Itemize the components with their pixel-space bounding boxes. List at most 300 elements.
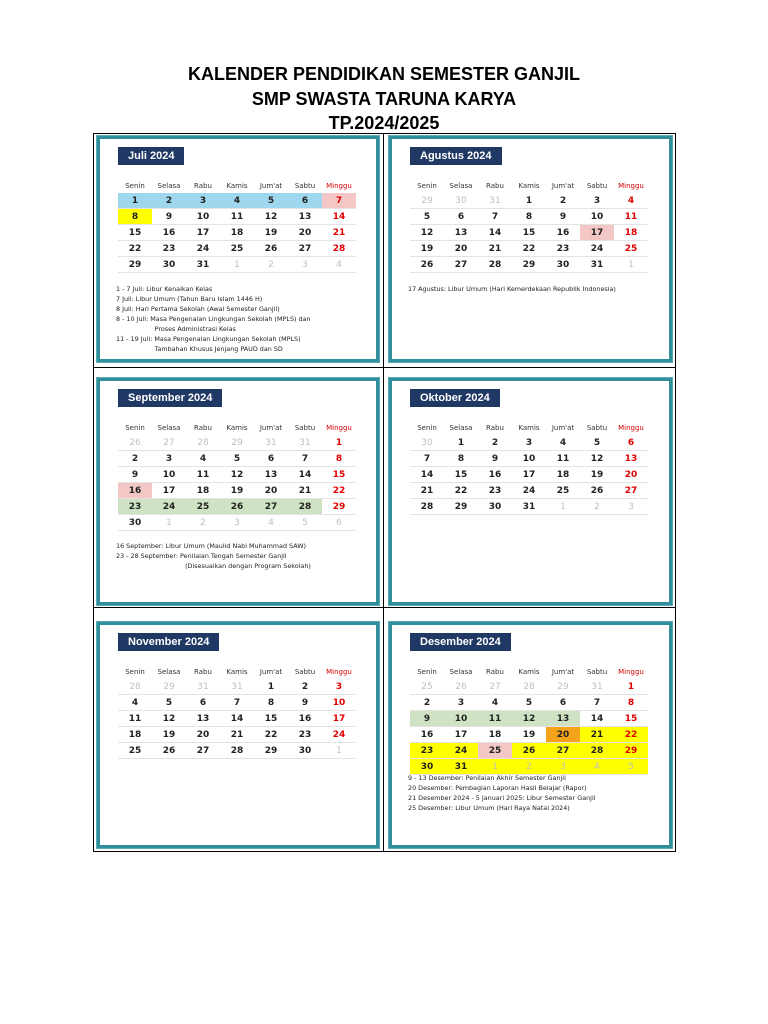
day-cell: 29 bbox=[322, 499, 356, 515]
day-cell: 12 bbox=[254, 209, 288, 225]
day-cell: 5 bbox=[152, 695, 186, 711]
day-cell: 26 bbox=[444, 679, 478, 695]
day-cell: 12 bbox=[220, 467, 254, 483]
day-cell: 30 bbox=[444, 193, 478, 209]
day-cell: 13 bbox=[546, 711, 580, 727]
day-cell: 24 bbox=[186, 241, 220, 257]
day-cell: 26 bbox=[410, 257, 444, 273]
note-line: Proses Administrasi Kelas bbox=[116, 325, 236, 333]
note-line: 21 Desember 2024 - 5 Januari 2025: Libur Semester Ganjil bbox=[408, 794, 596, 802]
week-row bbox=[118, 241, 356, 257]
weekday-header: Sabtu bbox=[294, 668, 316, 676]
weekday-header: Kamis bbox=[518, 424, 540, 432]
day-cell: 23 bbox=[478, 483, 512, 499]
day-cell: 1 bbox=[614, 257, 648, 273]
day-cell: 24 bbox=[512, 483, 546, 499]
weekday-header: Selasa bbox=[157, 182, 181, 190]
note-line: 8 Juli: Hari Pertama Sekolah (Awal Semester Ganjil) bbox=[116, 305, 280, 313]
week-row bbox=[118, 679, 356, 695]
day-cell: 23 bbox=[288, 727, 322, 743]
day-cell: 9 bbox=[288, 695, 322, 711]
note-line: 16 September: Libur Umum (Maulid Nabi Muhammad SAW) bbox=[116, 542, 307, 550]
weekday-header: Kamis bbox=[226, 182, 248, 190]
day-cell: 1 bbox=[478, 759, 512, 775]
day-cell: 15 bbox=[322, 467, 356, 483]
day-cell: 14 bbox=[580, 711, 614, 727]
week-row bbox=[410, 209, 648, 225]
weekday-header: Kamis bbox=[518, 182, 540, 190]
day-cell: 21 bbox=[288, 483, 322, 499]
day-cell: 10 bbox=[444, 711, 478, 727]
weekday-header: Selasa bbox=[449, 668, 473, 676]
day-cell: 14 bbox=[410, 467, 444, 483]
day-cell: 11 bbox=[186, 467, 220, 483]
month-card bbox=[389, 378, 672, 605]
day-cell: 31 bbox=[186, 257, 220, 273]
note-line: 7 Juli: Libur Umum (Tahun Baru Islam 1446 H) bbox=[116, 295, 263, 303]
day-cell: 6 bbox=[322, 515, 356, 531]
weekday-header: Minggu bbox=[326, 424, 352, 432]
day-cell: 22 bbox=[322, 483, 356, 499]
day-cell: 8 bbox=[254, 695, 288, 711]
day-cell: 25 bbox=[546, 483, 580, 499]
weekday-header: Kamis bbox=[226, 668, 248, 676]
week-row bbox=[118, 695, 356, 711]
day-cell: 5 bbox=[220, 451, 254, 467]
day-cell: 8 bbox=[444, 451, 478, 467]
day-cell: 6 bbox=[444, 209, 478, 225]
document-title-line-1: KALENDER PENDIDIKAN SEMESTER GANJIL bbox=[187, 64, 581, 84]
weekday-header: Selasa bbox=[449, 182, 473, 190]
day-cell: 11 bbox=[614, 209, 648, 225]
day-cell: 26 bbox=[580, 483, 614, 499]
weekday-header: Jum'at bbox=[551, 182, 575, 190]
day-cell: 13 bbox=[186, 711, 220, 727]
day-cell: 27 bbox=[478, 679, 512, 695]
month-table bbox=[410, 421, 648, 515]
day-cell: 10 bbox=[152, 467, 186, 483]
day-cell: 2 bbox=[478, 435, 512, 451]
day-cell: 3 bbox=[220, 515, 254, 531]
week-row bbox=[118, 711, 356, 727]
day-cell: 26 bbox=[152, 743, 186, 759]
day-cell: 12 bbox=[512, 711, 546, 727]
day-cell: 28 bbox=[478, 257, 512, 273]
day-cell: 28 bbox=[580, 743, 614, 759]
day-cell: 8 bbox=[512, 209, 546, 225]
day-cell: 23 bbox=[152, 241, 186, 257]
document-title-line-2: SMP SWASTA TARUNA KARYA bbox=[251, 89, 517, 109]
day-cell: 29 bbox=[220, 435, 254, 451]
day-cell: 1 bbox=[546, 499, 580, 515]
week-row bbox=[118, 499, 356, 515]
weekday-header: Selasa bbox=[449, 424, 473, 432]
day-cell: 31 bbox=[254, 435, 288, 451]
day-cell: 9 bbox=[152, 209, 186, 225]
day-cell: 17 bbox=[512, 467, 546, 483]
day-cell: 2 bbox=[410, 695, 444, 711]
day-cell: 31 bbox=[220, 679, 254, 695]
weekday-header: Rabu bbox=[486, 182, 504, 190]
week-row bbox=[410, 743, 648, 759]
day-cell: 12 bbox=[152, 711, 186, 727]
day-cell: 30 bbox=[410, 435, 444, 451]
day-cell: 7 bbox=[580, 695, 614, 711]
month-card bbox=[97, 378, 379, 605]
day-cell: 1 bbox=[220, 257, 254, 273]
day-cell: 5 bbox=[254, 193, 288, 209]
day-cell: 25 bbox=[118, 743, 152, 759]
weekday-header: Senin bbox=[125, 424, 145, 432]
week-row bbox=[118, 483, 356, 499]
week-row bbox=[410, 727, 648, 743]
day-cell: 11 bbox=[118, 711, 152, 727]
day-cell: 28 bbox=[410, 499, 444, 515]
day-cell: 13 bbox=[254, 467, 288, 483]
day-cell: 4 bbox=[118, 695, 152, 711]
day-cell: 24 bbox=[580, 241, 614, 257]
day-cell: 8 bbox=[118, 209, 152, 225]
day-cell: 6 bbox=[288, 193, 322, 209]
day-cell: 19 bbox=[254, 225, 288, 241]
day-cell: 15 bbox=[254, 711, 288, 727]
day-cell: 21 bbox=[322, 225, 356, 241]
weekday-header: Sabtu bbox=[586, 182, 608, 190]
day-cell: 27 bbox=[444, 257, 478, 273]
day-cell: 14 bbox=[478, 225, 512, 241]
weekday-header: Kamis bbox=[518, 668, 540, 676]
day-cell: 29 bbox=[118, 257, 152, 273]
week-row bbox=[410, 193, 648, 209]
weekday-header: Minggu bbox=[618, 424, 644, 432]
weekday-header: Sabtu bbox=[294, 424, 316, 432]
day-cell: 4 bbox=[478, 695, 512, 711]
week-row bbox=[410, 225, 648, 241]
day-cell: 28 bbox=[288, 499, 322, 515]
day-cell: 15 bbox=[614, 711, 648, 727]
day-cell: 18 bbox=[478, 727, 512, 743]
day-cell: 16 bbox=[288, 711, 322, 727]
day-cell: 3 bbox=[546, 759, 580, 775]
day-cell: 13 bbox=[288, 209, 322, 225]
day-cell: 29 bbox=[152, 679, 186, 695]
weekday-header: Jum'at bbox=[551, 668, 575, 676]
day-cell: 2 bbox=[118, 451, 152, 467]
day-cell: 1 bbox=[118, 193, 152, 209]
week-row bbox=[410, 451, 648, 467]
month-table bbox=[410, 665, 648, 775]
month-notes bbox=[408, 773, 596, 813]
day-cell: 14 bbox=[322, 209, 356, 225]
day-cell: 9 bbox=[410, 711, 444, 727]
month-table bbox=[118, 421, 356, 531]
day-cell: 12 bbox=[410, 225, 444, 241]
day-cell: 18 bbox=[220, 225, 254, 241]
day-cell: 21 bbox=[580, 727, 614, 743]
day-cell: 3 bbox=[288, 257, 322, 273]
weekday-header: Minggu bbox=[326, 668, 352, 676]
day-cell: 31 bbox=[444, 759, 478, 775]
day-cell: 20 bbox=[288, 225, 322, 241]
day-cell: 3 bbox=[614, 499, 648, 515]
day-cell: 9 bbox=[478, 451, 512, 467]
day-cell: 16 bbox=[118, 483, 152, 499]
weekday-header: Kamis bbox=[226, 424, 248, 432]
day-cell: 3 bbox=[580, 193, 614, 209]
day-cell: 21 bbox=[410, 483, 444, 499]
day-cell: 19 bbox=[220, 483, 254, 499]
month-table bbox=[118, 665, 356, 759]
month-notes bbox=[116, 541, 311, 571]
weekday-header: Senin bbox=[125, 668, 145, 676]
day-cell: 2 bbox=[546, 193, 580, 209]
day-cell: 1 bbox=[512, 193, 546, 209]
day-cell: 4 bbox=[220, 193, 254, 209]
day-cell: 19 bbox=[580, 467, 614, 483]
weekday-header: Senin bbox=[417, 424, 437, 432]
day-cell: 2 bbox=[186, 515, 220, 531]
day-cell: 4 bbox=[254, 515, 288, 531]
week-row bbox=[410, 679, 648, 695]
month-card bbox=[97, 136, 379, 362]
weekday-header: Minggu bbox=[618, 668, 644, 676]
month-title: Desember 2024 bbox=[410, 633, 511, 651]
day-cell: 27 bbox=[186, 743, 220, 759]
day-cell: 16 bbox=[478, 467, 512, 483]
day-cell: 17 bbox=[152, 483, 186, 499]
day-cell: 27 bbox=[288, 241, 322, 257]
weekday-header: Rabu bbox=[194, 182, 212, 190]
day-cell: 29 bbox=[614, 743, 648, 759]
day-cell: 25 bbox=[478, 743, 512, 759]
day-cell: 19 bbox=[152, 727, 186, 743]
week-row bbox=[118, 225, 356, 241]
day-cell: 27 bbox=[614, 483, 648, 499]
day-cell: 5 bbox=[410, 209, 444, 225]
day-cell: 2 bbox=[512, 759, 546, 775]
day-cell: 30 bbox=[546, 257, 580, 273]
week-row bbox=[118, 515, 356, 531]
note-line: 17 Agustus: Libur Umum (Hari Kemerdekaan Republik Indonesia) bbox=[408, 285, 616, 293]
weekday-header: Senin bbox=[417, 182, 437, 190]
day-cell: 13 bbox=[444, 225, 478, 241]
day-cell: 23 bbox=[118, 499, 152, 515]
week-row bbox=[410, 711, 648, 727]
day-cell: 7 bbox=[478, 209, 512, 225]
day-cell: 10 bbox=[186, 209, 220, 225]
day-cell: 30 bbox=[152, 257, 186, 273]
day-cell: 15 bbox=[512, 225, 546, 241]
weekday-header: Rabu bbox=[194, 424, 212, 432]
weekday-header: Jum'at bbox=[551, 424, 575, 432]
day-cell: 5 bbox=[288, 515, 322, 531]
day-cell: 17 bbox=[444, 727, 478, 743]
day-cell: 26 bbox=[220, 499, 254, 515]
day-cell: 20 bbox=[614, 467, 648, 483]
day-cell: 26 bbox=[512, 743, 546, 759]
week-row bbox=[118, 743, 356, 759]
day-cell: 7 bbox=[220, 695, 254, 711]
day-cell: 20 bbox=[444, 241, 478, 257]
day-cell: 10 bbox=[512, 451, 546, 467]
day-cell: 28 bbox=[322, 241, 356, 257]
day-cell: 4 bbox=[580, 759, 614, 775]
day-cell: 31 bbox=[512, 499, 546, 515]
day-cell: 28 bbox=[118, 679, 152, 695]
week-row bbox=[410, 435, 648, 451]
day-cell: 24 bbox=[444, 743, 478, 759]
month-table bbox=[118, 179, 356, 273]
day-cell: 1 bbox=[322, 435, 356, 451]
day-cell: 1 bbox=[322, 743, 356, 759]
day-cell: 15 bbox=[118, 225, 152, 241]
weekday-header: Rabu bbox=[486, 424, 504, 432]
day-cell: 22 bbox=[254, 727, 288, 743]
day-cell: 10 bbox=[580, 209, 614, 225]
day-cell: 28 bbox=[186, 435, 220, 451]
day-cell: 30 bbox=[288, 743, 322, 759]
note-line: 8 - 10 Juli: Masa Pengenalan Lingkungan Sekolah (MPLS) dan bbox=[116, 315, 311, 323]
day-cell: 21 bbox=[478, 241, 512, 257]
day-cell: 17 bbox=[580, 225, 614, 241]
day-cell: 31 bbox=[186, 679, 220, 695]
day-cell: 23 bbox=[410, 743, 444, 759]
day-cell: 27 bbox=[254, 499, 288, 515]
month-card bbox=[97, 622, 379, 848]
day-cell: 1 bbox=[254, 679, 288, 695]
day-cell: 18 bbox=[546, 467, 580, 483]
month-table bbox=[410, 179, 648, 273]
day-cell: 23 bbox=[546, 241, 580, 257]
day-cell: 31 bbox=[478, 193, 512, 209]
weekday-header: Jum'at bbox=[259, 668, 283, 676]
day-cell: 3 bbox=[322, 679, 356, 695]
day-cell: 22 bbox=[614, 727, 648, 743]
day-cell: 6 bbox=[186, 695, 220, 711]
day-cell: 5 bbox=[614, 759, 648, 775]
day-cell: 5 bbox=[512, 695, 546, 711]
note-line: 1 - 7 Juli: Libur Kenaikan Kelas bbox=[116, 285, 213, 293]
weekday-header: Rabu bbox=[486, 668, 504, 676]
day-cell: 29 bbox=[254, 743, 288, 759]
day-cell: 4 bbox=[186, 451, 220, 467]
day-cell: 29 bbox=[410, 193, 444, 209]
day-cell: 14 bbox=[220, 711, 254, 727]
note-line: 20 Desember: Pembagian Laporan Hasil Belajar (Rapor) bbox=[408, 784, 587, 792]
day-cell: 30 bbox=[410, 759, 444, 775]
note-line: 25 Desember: Libur Umum (Hari Raya Natal 2024) bbox=[408, 804, 570, 812]
day-cell: 17 bbox=[322, 711, 356, 727]
week-row bbox=[410, 241, 648, 257]
note-line: 11 - 19 Juli: Masa Pengenalan Lingkungan Sekolah (MPLS) bbox=[116, 335, 301, 343]
weekday-header: Sabtu bbox=[586, 424, 608, 432]
day-cell: 1 bbox=[444, 435, 478, 451]
day-cell: 16 bbox=[152, 225, 186, 241]
day-cell: 5 bbox=[580, 435, 614, 451]
weekday-header: Senin bbox=[417, 668, 437, 676]
day-cell: 19 bbox=[410, 241, 444, 257]
week-row bbox=[118, 727, 356, 743]
day-cell: 27 bbox=[546, 743, 580, 759]
day-cell: 3 bbox=[186, 193, 220, 209]
week-row bbox=[410, 257, 648, 273]
day-cell: 22 bbox=[118, 241, 152, 257]
day-cell: 13 bbox=[614, 451, 648, 467]
document-title-line-3: TP.2024/2025 bbox=[328, 113, 440, 133]
week-row bbox=[118, 451, 356, 467]
day-cell: 31 bbox=[580, 679, 614, 695]
weekday-header: Jum'at bbox=[259, 424, 283, 432]
note-line: (Disesuaikan dengan Program Sekolah) bbox=[116, 562, 311, 570]
weekday-header: Rabu bbox=[194, 668, 212, 676]
day-cell: 18 bbox=[186, 483, 220, 499]
day-cell: 1 bbox=[152, 515, 186, 531]
month-title: Juli 2024 bbox=[118, 147, 184, 165]
month-card bbox=[389, 136, 672, 362]
day-cell: 7 bbox=[322, 193, 356, 209]
week-row bbox=[118, 193, 356, 209]
day-cell: 31 bbox=[580, 257, 614, 273]
week-row bbox=[118, 435, 356, 451]
weekday-header: Sabtu bbox=[586, 668, 608, 676]
day-cell: 10 bbox=[322, 695, 356, 711]
day-cell: 22 bbox=[444, 483, 478, 499]
day-cell: 22 bbox=[512, 241, 546, 257]
day-cell: 12 bbox=[580, 451, 614, 467]
day-cell: 3 bbox=[512, 435, 546, 451]
day-cell: 27 bbox=[152, 435, 186, 451]
day-cell: 8 bbox=[614, 695, 648, 711]
day-cell: 14 bbox=[288, 467, 322, 483]
day-cell: 4 bbox=[546, 435, 580, 451]
day-cell: 3 bbox=[152, 451, 186, 467]
week-row bbox=[410, 467, 648, 483]
day-cell: 6 bbox=[614, 435, 648, 451]
weekday-header: Senin bbox=[125, 182, 145, 190]
day-cell: 30 bbox=[118, 515, 152, 531]
day-cell: 11 bbox=[478, 711, 512, 727]
week-row bbox=[118, 209, 356, 225]
day-cell: 26 bbox=[254, 241, 288, 257]
day-cell: 6 bbox=[546, 695, 580, 711]
day-cell: 3 bbox=[444, 695, 478, 711]
day-cell: 24 bbox=[152, 499, 186, 515]
day-cell: 2 bbox=[288, 679, 322, 695]
day-cell: 29 bbox=[444, 499, 478, 515]
week-row bbox=[118, 257, 356, 273]
week-row bbox=[118, 467, 356, 483]
day-cell: 29 bbox=[546, 679, 580, 695]
day-cell: 15 bbox=[444, 467, 478, 483]
day-cell: 18 bbox=[614, 225, 648, 241]
month-title: September 2024 bbox=[118, 389, 222, 407]
day-cell: 31 bbox=[288, 435, 322, 451]
day-cell: 30 bbox=[478, 499, 512, 515]
weekday-header: Selasa bbox=[157, 424, 181, 432]
day-cell: 6 bbox=[254, 451, 288, 467]
day-cell: 2 bbox=[152, 193, 186, 209]
month-card bbox=[389, 622, 672, 848]
day-cell: 28 bbox=[512, 679, 546, 695]
grid-divider bbox=[383, 134, 384, 851]
day-cell: 11 bbox=[220, 209, 254, 225]
day-cell: 7 bbox=[288, 451, 322, 467]
day-cell: 19 bbox=[512, 727, 546, 743]
day-cell: 29 bbox=[512, 257, 546, 273]
day-cell: 16 bbox=[546, 225, 580, 241]
month-title: November 2024 bbox=[118, 633, 219, 651]
grid-divider bbox=[94, 607, 675, 608]
